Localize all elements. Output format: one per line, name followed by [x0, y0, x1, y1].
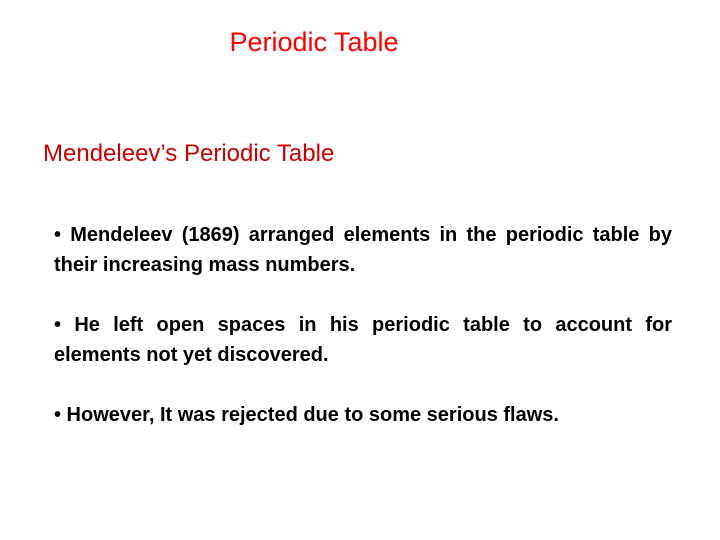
slide-title: Periodic Table — [229, 27, 399, 57]
section-heading: Mendeleev’s Periodic Table — [43, 140, 335, 167]
bullet-item-open-spaces: • He left open spaces in his periodic table to account for elements not yet discovered. — [54, 314, 672, 366]
bullet-item-arrangement: • Mendeleev (1869) arranged elements in the periodic table by their increasing mass numbers. — [54, 224, 672, 276]
bullet-item-rejection: • However, It was rejected due to some serious flaws. — [54, 404, 559, 426]
bullet-list — [54, 220, 672, 430]
